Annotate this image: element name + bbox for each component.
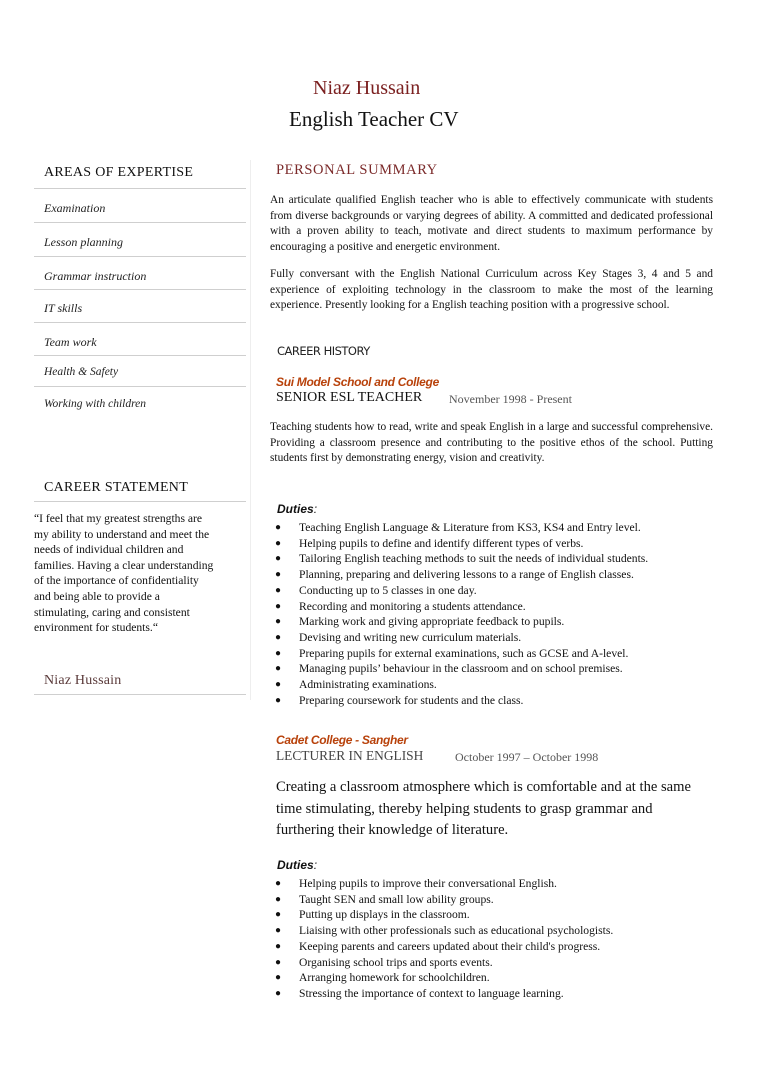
- duty-item: ● Managing pupils’ behaviour in the classroom and on school premises.: [275, 662, 623, 676]
- duty-item: ● Preparing pupils for external examinations, such as GCSE and A-level.: [275, 646, 629, 660]
- expertise-item: Working with children: [44, 398, 147, 410]
- job1-duties-label: Duties:: [277, 502, 318, 516]
- duty-item: ● Devising and writing new curriculum materials.: [275, 630, 522, 644]
- divider: [34, 386, 246, 387]
- divider: [34, 289, 246, 290]
- job2-school: Cadet College - Sangher: [276, 733, 408, 747]
- divider: [34, 188, 246, 189]
- career-statement-text: “I feel that my greatest strengths are my ability to understand and meet the needs of individual children and families. Having a clear understanding of the importance of confidentiality and being able to provide a stimulating, caring and consistent environment for students.“: [34, 512, 214, 635]
- expertise-item: Health & Safety: [44, 366, 119, 378]
- expertise-item: Team work: [44, 335, 97, 349]
- column-divider: [250, 160, 251, 700]
- duty-item: ● Conducting up to 5 classes in one day.: [275, 583, 477, 597]
- signature-name: Niaz Hussain: [44, 673, 122, 688]
- duty-item: ● Taught SEN and small low ability groups.: [275, 892, 494, 906]
- career-statement-heading: CAREER STATEMENT: [44, 480, 189, 495]
- job1-role: SENIOR ESL TEACHER: [276, 390, 423, 405]
- personal-summary-heading: PERSONAL SUMMARY: [276, 162, 438, 178]
- duty-item: ● Recording and monitoring a students attendance.: [275, 599, 526, 613]
- job2-role: LECTURER IN ENGLISH: [276, 748, 424, 763]
- duty-item: ● Liaising with other professionals such as educational psychologists.: [275, 924, 614, 938]
- duty-item: ● Planning, preparing and delivering lessons to a range of English classes.: [275, 568, 634, 582]
- divider: [34, 355, 246, 356]
- divider: [34, 256, 246, 257]
- duty-item: ● Organising school trips and sports events.: [275, 955, 493, 969]
- duty-item: ● Stressing the importance of context to language learning.: [275, 986, 564, 1000]
- job2-duties-label: Duties:: [277, 858, 318, 872]
- duty-item: ● Preparing coursework for students and the class.: [275, 693, 524, 707]
- expertise-heading: AREAS OF EXPERTISE: [44, 165, 194, 180]
- job2-dates: October 1997 – October 1998: [455, 750, 599, 764]
- duty-item: ● Administrating examinations.: [275, 678, 437, 692]
- divider: [34, 322, 246, 323]
- expertise-item: Examination: [44, 201, 106, 215]
- duty-item: ● Marking work and giving appropriate feedback to pupils.: [275, 615, 565, 629]
- document-title: English Teacher CV: [289, 107, 459, 131]
- candidate-name: Niaz Hussain: [313, 77, 421, 99]
- career-history-heading: CAREER HISTORY: [277, 344, 370, 358]
- divider: [34, 501, 246, 502]
- duty-item: ● Keeping parents and careers updated about their child's progress.: [275, 939, 601, 953]
- duty-item: ● Teaching English Language & Literature from KS3, KS4 and Entry level.: [275, 521, 641, 534]
- job2-description: Creating a classroom atmosphere which is comfortable and at the same time stimulating, thereby helping students to grasp grammar and furthering their knowledge of literature.: [276, 779, 691, 838]
- expertise-item: Lesson planning: [44, 235, 124, 249]
- summary-paragraph-1: An articulate qualified English teacher who is able to effectively communicate with students from diverse backgrounds or varying degrees of ability. A committed and dedicated professional with a proven ability to teach, motivate and direct students to maximum performance by encouraging a positive and energetic environment.: [270, 194, 713, 253]
- duty-item: ● Arranging homework for schoolchildren.: [275, 971, 490, 985]
- job1-duties-list: [275, 520, 648, 708]
- duty-item: ● Helping pupils to define and identify different types of verbs.: [275, 536, 584, 550]
- duty-item: ● Tailoring English teaching methods to suit the needs of individual students.: [275, 552, 649, 566]
- divider: [34, 694, 246, 695]
- duty-item: ● Putting up displays in the classroom.: [275, 908, 470, 922]
- job1-description: Teaching students how to read, write and speak English in a large and successful comprehensive. Providing a classroom presence and contributing to the positive ethos of the school. Putting students first by demonstrating energy, vision and creativity.: [270, 421, 713, 465]
- job1-school: Sui Model School and College: [276, 375, 439, 389]
- summary-paragraph-2: Fully conversant with the English National Curriculum across Key Stages 3, 4 and 5 and experience of exploiting technology in the classroom to make the most of the learning experience. Presently looking for a English teaching position with a progressive school.: [270, 268, 713, 312]
- expertise-item: IT skills: [44, 301, 83, 315]
- duty-item: ● Helping pupils to improve their conversational English.: [275, 877, 557, 890]
- expertise-item: Grammar instruction: [44, 269, 147, 283]
- job1-dates: November 1998 - Present: [449, 392, 572, 406]
- divider: [34, 222, 246, 223]
- job2-duties-list: [275, 876, 613, 1002]
